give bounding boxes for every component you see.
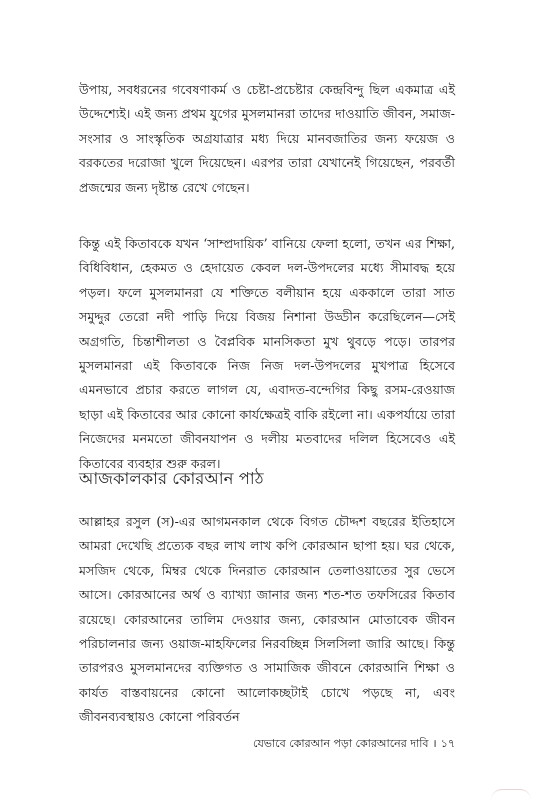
page-number: ১৭ — [440, 737, 455, 750]
paragraph-sectarian: কিন্তু এই কিতাবকে যখন ‘সাম্প্রদায়িক’ বানিয়ে ফেলা হলো, তখন এর শিক্ষা, বিধিবিধান, হেকমত ও হেদায়েত কেবল দল-উপদলের মধ্যে সীমাবদ্ধ হয়ে পড়ল। ফলে মুসলমানরা যে শক্তিতে বলীয়ান হয়ে এককালে তারা সাত সমুদ্দুর তেরো নদী পাড়ি দিয়ে বিজয় নিশানা উড্ডীন করেছিলেন—সেই অগ্রগতি, চিন্তাশীলতা ও বৈপ্লবিক মানসিকতা মুখ থুবড়ে পড়ে। তারপর মুসলমানরা এই কিতাবকে নিজ নিজ দল-উপদলের মুখপাত্র হিসেবে এমনভাবে প্রচার করতে লাগল যে, এবাদত-বন্দেগির কিছু রসম-রেওয়াজ ছাড়া এই কিতাবের আর কোনো কার্যক্ষেত্রই বাকি রইলো না। একপর্যায়ে তারা নিজেদের মনমতো জীবনযাপন ও দলীয় মতবাদের দলিল হিসেবেও এই কিতাবের ব্যবহার শুরু করল। — [79, 236, 455, 471]
running-book-title: যেভাবে কোরআন পড়া কোরআনের দাবি — [253, 737, 429, 750]
paragraph-recitation: আল্লাহর রসুল (স)-এর আগমনকাল থেকে বিগত চৌদ্দশ বছরের ইতিহাসে আমরা দেখেছি প্রত্যেক বছর লাখ লাখ কপি কোরআন ছাপা হয়। ঘর থেকে, মসজিদ থেকে, মিম্বর থেকে দিনরাত কোরআন তেলাওয়াতের সুর ভেসে আসে। কোরআনের অর্থ ও ব্যাখ্যা জানার জন্য শত-শত তফসিরের কিতাব রয়েছে। কোরআনের তালিম দেওয়ার জন্য, কোরআন মোতাবেক জীবন পরিচালনার জন্য ওয়াজ-মাহফিলের নিরবচ্ছিন্ন সিলসিলা জারি আছে। কিন্তু তারপরও মুসলমানদের ব্যক্তিগত ও সামাজিক জীবনে কোরআনি শিক্ষা ও কার্যত বাস্তবায়নের কোনো আলোকচ্ছটাই চোখে পড়ছে না, এবং জীবনব্যবস্থায়ও কোনো পরিবর্তন — [79, 514, 455, 725]
footer-separator: । — [432, 737, 437, 750]
page-corner-mark — [491, 789, 531, 800]
section-heading: আজকালকার কোরআন পাঠ — [79, 469, 264, 488]
paragraph-intro: উপায়, সবধরনের গবেষণাকর্ম ও চেষ্টা-প্রচেষ্টার কেন্দ্রবিন্দু ছিল একমাত্র এই উদ্দেশ্যেই। এই জন্য প্রথম যুগের মুসলমানরা তাদের দাওয়াতি জীবন, সমাজ-সংসার ও সাংস্কৃতিক অগ্রযাত্রার মধ্য দিয়ে মানবজাতির জন্য ফয়েজ ও বরকতের দরোজা খুলে দিয়েছেন। এরপর তারা যেখানেই গিয়েছেন, পরবর্তী প্রজন্মের জন্য দৃষ্টান্ত রেখে গেছেন। — [79, 82, 455, 195]
page-footer — [253, 736, 455, 752]
